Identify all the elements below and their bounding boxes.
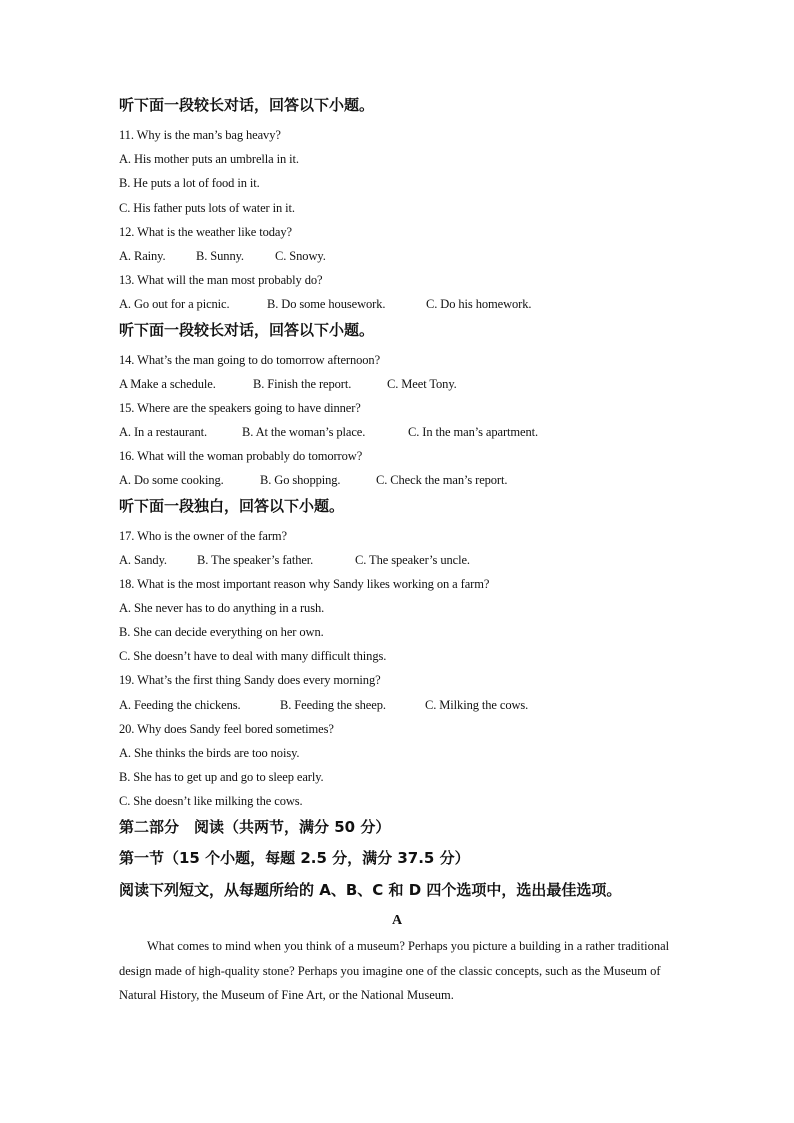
options-19	[119, 697, 528, 713]
section-heading: 听下面一段较长对话，回答以下小题。	[119, 321, 375, 339]
option-13c: C. Do his homework.	[426, 297, 532, 311]
option-18c: C. She doesn’t have to deal with many difficult things.	[119, 649, 387, 663]
section-heading: 听下面一段较长对话，回答以下小题。	[119, 96, 375, 114]
option-19b: B. Feeding the sheep.	[280, 698, 386, 712]
question-15: 15. Where are the speakers going to have dinner?	[119, 401, 361, 415]
question-17: 17. Who is the owner of the farm?	[119, 529, 287, 543]
option-13a: A. Go out for a picnic.	[119, 297, 230, 311]
option-20c: C. She doesn’t like milking the cows.	[119, 794, 303, 808]
option-12a: A. Rainy.	[119, 249, 166, 263]
question-18: 18. What is the most important reason why Sandy likes working on a farm?	[119, 577, 490, 591]
question-16: 16. What will the woman probably do tomorrow?	[119, 449, 363, 463]
options-14	[119, 376, 457, 392]
option-19a: A. Feeding the chickens.	[119, 698, 241, 712]
option-16b: B. Go shopping.	[260, 473, 341, 487]
option-16c: C. Check the man’s report.	[376, 473, 508, 487]
option-15c: C. In the man’s apartment.	[408, 425, 539, 439]
options-16	[119, 472, 507, 488]
option-11b: B. He puts a lot of food in it.	[119, 176, 260, 190]
option-14c: C. Meet Tony.	[387, 377, 457, 391]
part-title: 第二部分 阅读（共两节，满分 50 分）	[119, 818, 391, 836]
option-20a: A. She thinks the birds are too noisy.	[119, 746, 300, 760]
option-12c: C. Snowy.	[275, 249, 326, 263]
option-20b: B. She has to get up and go to sleep early.	[119, 770, 324, 784]
option-17a: A. Sandy.	[119, 553, 167, 567]
option-14b: B. Finish the report.	[253, 377, 352, 391]
question-19: 19. What’s the first thing Sandy does every morning?	[119, 673, 381, 687]
option-15b: B. At the woman’s place.	[242, 425, 366, 439]
instruction: 阅读下列短文，从每题所给的 A、B、C 和 D 四个选项中，选出最佳选项。	[119, 881, 622, 899]
question-14: 14. What’s the man going to do tomorrow afternoon?	[119, 353, 381, 367]
option-14a: A Make a schedule.	[119, 377, 216, 391]
option-11c: C. His father puts lots of water in it.	[119, 201, 295, 215]
option-17b: B. The speaker’s father.	[197, 553, 314, 567]
section-title: 第一节（15 个小题，每题 2.5 分，满分 37.5 分）	[119, 849, 470, 867]
option-11a: A. His mother puts an umbrella in it.	[119, 152, 299, 166]
option-17c: C. The speaker’s uncle.	[355, 553, 470, 567]
options-12	[119, 248, 326, 264]
option-18a: A. She never has to do anything in a rush.	[119, 601, 325, 615]
option-19c: C. Milking the cows.	[425, 698, 529, 712]
options-15	[119, 424, 538, 440]
option-18b: B. She can decide everything on her own.	[119, 625, 324, 639]
section-heading: 听下面一段独白，回答以下小题。	[119, 497, 345, 515]
question-13: 13. What will the man most probably do?	[119, 273, 323, 287]
option-12b: B. Sunny.	[196, 249, 244, 263]
question-20: 20. Why does Sandy feel bored sometimes?	[119, 722, 334, 736]
option-13b: B. Do some housework.	[267, 297, 386, 311]
question-11: 11. Why is the man’s bag heavy?	[119, 128, 281, 142]
option-15a: A. In a restaurant.	[119, 425, 207, 439]
options-13	[119, 296, 531, 312]
option-16a: A. Do some cooking.	[119, 473, 224, 487]
passage-label: A	[391, 913, 403, 928]
passage-paragraph: What comes to mind when you think of a museum? Perhaps you picture a building in a rather traditional design made of high-quality stone? Perhaps you imagine one of the classic concepts, such as the Museum of Natural History, the Museum of Fine Art, or the National Museum.	[119, 939, 670, 1002]
question-12: 12. What is the weather like today?	[119, 225, 292, 239]
options-17	[119, 552, 470, 568]
